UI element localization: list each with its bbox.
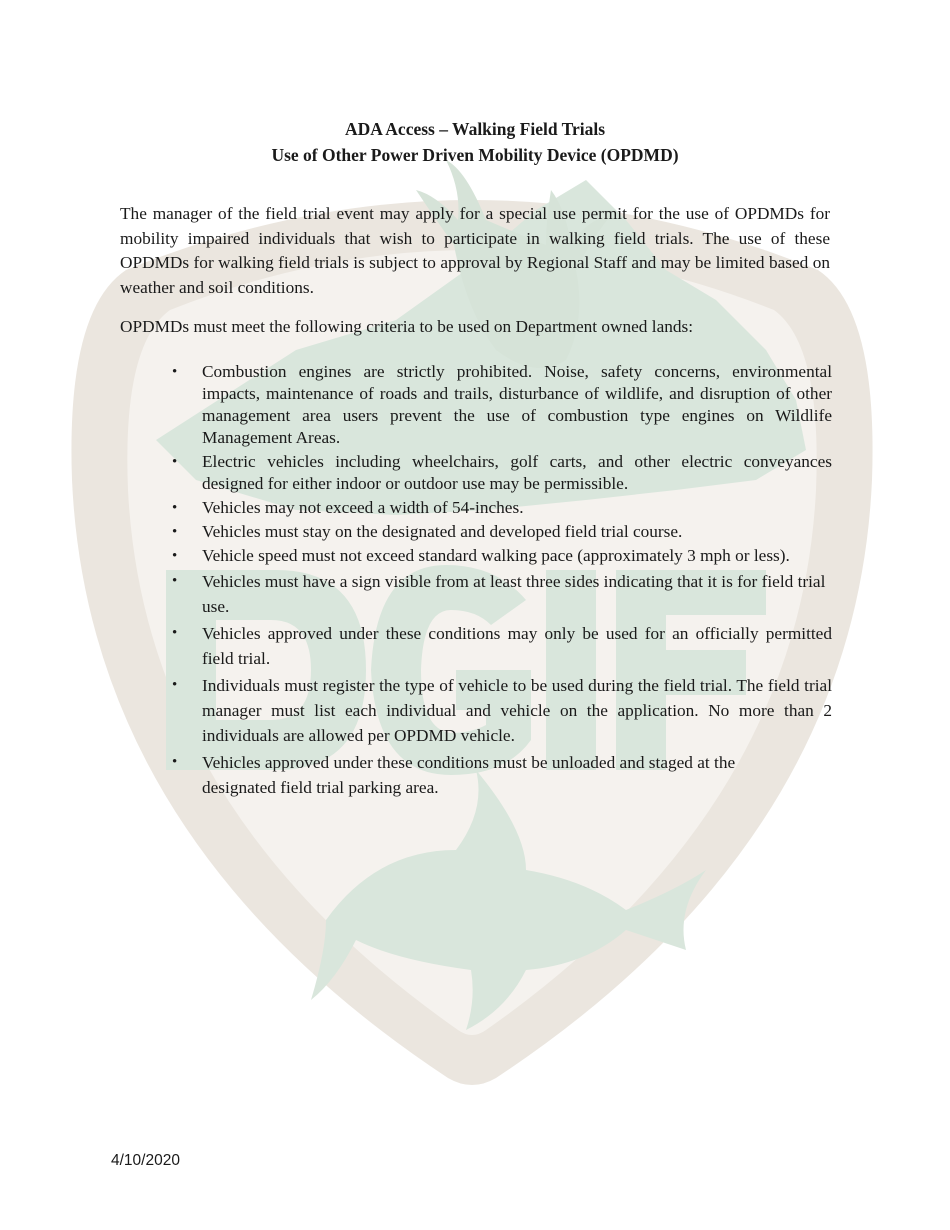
criteria-text: Vehicles must have a sign visible from at least three sides indicating that it is for field trial use. [202, 572, 826, 616]
criteria-text: Vehicles may not exceed a width of 54-inches. [202, 498, 524, 517]
list-item [172, 521, 832, 543]
list-item [172, 750, 762, 800]
criteria-text: Vehicles must stay on the designated and developed field trial course. [202, 522, 683, 541]
bullet-icon: • [172, 500, 178, 516]
list-item [172, 569, 832, 619]
criteria-list [172, 361, 832, 802]
list-item [172, 545, 832, 567]
bullet-icon: • [172, 548, 178, 564]
bullet-icon: • [172, 677, 178, 693]
list-item [172, 497, 832, 519]
intro-paragraph: The manager of the field trial event may apply for a special use permit for the use of OPDMDs for mobility impaired individuals that wish to participate in walking field trials. The use of these OPDMDs for walking field trials is subject to approval by Regional Staff and may be limited based on weather and soil conditions. [120, 204, 830, 297]
document-subtitle: Use of Other Power Driven Mobility Device (OPDMD) [271, 145, 679, 165]
criteria-text: Combustion engines are strictly prohibited. Noise, safety concerns, environmental impacts, maintenance of roads and trails, disturbance of wildlife, and disruption of other management area users prevent the use of combustion type engines on Wildlife Management Areas. [202, 362, 832, 447]
document-title: ADA Access – Walking Field Trials [344, 119, 606, 139]
list-item [172, 673, 832, 748]
bullet-icon: • [172, 524, 178, 540]
criteria-text: Vehicles approved under these conditions must be unloaded and staged at the designated field trial parking area. [202, 753, 736, 797]
criteria-text: Individuals must register the type of vehicle to be used during the field trial. The field trial manager must list each individual and vehicle on the application. No more than 2 individuals are allowed per OPDMD vehicle. [202, 676, 832, 745]
criteria-intro: OPDMDs must meet the following criteria to be used on Department owned lands: [120, 317, 694, 336]
list-item [172, 361, 832, 449]
bullet-icon: • [172, 754, 178, 770]
bullet-icon: • [172, 573, 178, 589]
bullet-icon: • [172, 364, 178, 380]
criteria-text: Vehicles approved under these conditions may only be used for an officially permitted field trial. [202, 624, 832, 668]
bullet-icon: • [172, 625, 178, 641]
criteria-text: Electric vehicles including wheelchairs, golf carts, and other electric conveyances designed for either indoor or outdoor use may be permissible. [202, 452, 832, 493]
list-item [172, 621, 832, 671]
document-date: 4/10/2020 [111, 1152, 180, 1169]
criteria-text: Vehicle speed must not exceed standard walking pace (approximately 3 mph or less). [202, 546, 790, 565]
list-item [172, 451, 832, 495]
bullet-icon: • [172, 454, 178, 470]
